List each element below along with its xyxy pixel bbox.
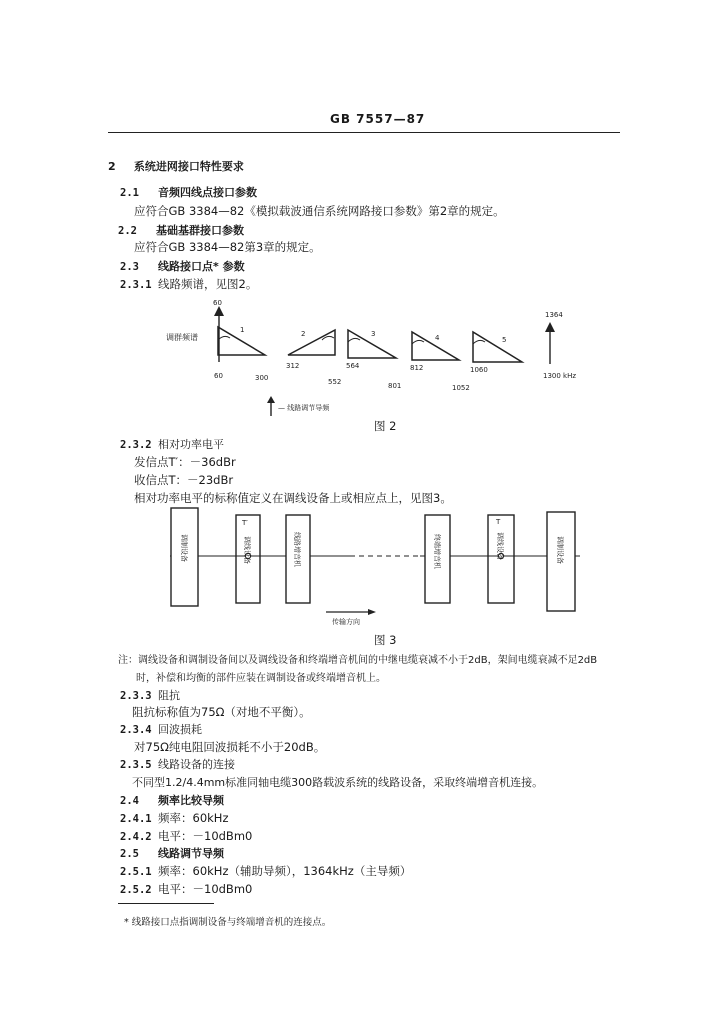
freq-label-1060: 1060 bbox=[470, 366, 488, 374]
section-title: 线路设备的连接 bbox=[158, 758, 235, 771]
section-number: 2.3.3 bbox=[120, 690, 152, 702]
section-title: 线路接口点* 参数 bbox=[158, 260, 245, 273]
figure-2-caption: 图 2 bbox=[374, 419, 397, 433]
box-label-line-repeater: 线路增音机 bbox=[293, 532, 301, 567]
section-2-1-text: 应符合GB 3384—82《模拟载波通信系统网路接口参数》第2章的规定。 bbox=[134, 204, 505, 218]
freq-label-564: 564 bbox=[346, 362, 360, 370]
section-2-3-2-line2: 收信点T：－23dBr bbox=[134, 473, 234, 487]
block-number-2: 2 bbox=[301, 330, 306, 338]
freq-label-1052: 1052 bbox=[452, 384, 470, 392]
spectrum-block-2 bbox=[288, 330, 335, 355]
figure-3-diagram bbox=[160, 506, 590, 628]
block-1-mark bbox=[218, 336, 230, 340]
freq-label-1364-top: 1364 bbox=[545, 311, 563, 319]
section-title: 系统进网接口特性要求 bbox=[133, 160, 244, 173]
section-number: 2 bbox=[108, 160, 116, 173]
section-number: 2.4.2 bbox=[120, 831, 152, 843]
section-2-heading bbox=[108, 158, 244, 174]
section-2-3-4-text: 对75Ω纯电阻回波损耗不小于20dB。 bbox=[134, 740, 326, 754]
section-2-5-1 bbox=[120, 863, 411, 879]
block-number-5: 5 bbox=[502, 336, 507, 344]
box-label-modulation-right: 调制设备 bbox=[556, 536, 564, 564]
section-2-3-1 bbox=[120, 276, 257, 292]
box-label-line-equipment-left: 调线设备 bbox=[243, 536, 251, 564]
footnote: * 线路接口点指调制设备与终端增音机的连接点。 bbox=[124, 917, 332, 928]
block-5-mark bbox=[473, 340, 485, 344]
direction-label: 传输方向 bbox=[332, 618, 360, 626]
section-title: 频率比较导频 bbox=[158, 794, 224, 807]
section-number: 2.3.4 bbox=[120, 724, 152, 736]
section-2-2-text: 应符合GB 3384—82第3章的规定。 bbox=[134, 240, 321, 254]
point-t-prime-label: T′ bbox=[242, 519, 248, 527]
section-number: 2.3 bbox=[120, 261, 139, 273]
box-label-terminal-repeater: 终端增音机 bbox=[433, 534, 441, 569]
section-2-2-heading bbox=[118, 222, 244, 238]
section-number: 2.2 bbox=[118, 225, 137, 237]
section-text: 频率：60kHz（辅助导频），1364kHz（主导频） bbox=[158, 864, 412, 878]
section-text: 线路频谱，见图2。 bbox=[158, 277, 258, 291]
header-rule bbox=[108, 132, 620, 133]
section-title: 回波损耗 bbox=[158, 723, 202, 736]
section-number: 2.4.1 bbox=[120, 813, 152, 825]
section-text: 电平：－10dBm0 bbox=[158, 829, 253, 843]
spectrum-block-5 bbox=[473, 332, 522, 362]
section-2-3-2-line1: 发信点T′：－36dBr bbox=[134, 455, 236, 469]
section-2-3-3-text: 阻抗标称值为75Ω（对地不平衡）。 bbox=[132, 705, 311, 719]
section-2-3-5-heading bbox=[120, 756, 235, 772]
figure-3-caption: 图 3 bbox=[374, 633, 397, 647]
section-title: 阻抗 bbox=[158, 689, 180, 702]
section-title: 基础基群接口参数 bbox=[156, 224, 244, 237]
section-2-3-heading bbox=[120, 258, 245, 274]
section-2-4-1 bbox=[120, 810, 228, 826]
section-2-3-2-heading bbox=[120, 436, 224, 452]
section-title: 音频四线点接口参数 bbox=[158, 186, 257, 199]
section-2-1-heading bbox=[120, 184, 257, 200]
direction-arrow-head bbox=[368, 609, 376, 615]
section-2-3-4-heading bbox=[120, 721, 202, 737]
section-2-4-heading bbox=[120, 792, 224, 808]
section-2-3-5-text: 不同型1.2/4.4mm标准同轴电缆300路载波系统的线路设备，采取终端增音机连接。 bbox=[132, 776, 544, 789]
legend-pilot-note: — 线路调节导频 bbox=[278, 404, 330, 412]
section-2-3-2-line3: 相对功率电平的标称值定义在调线设备上或相应点上，见图3。 bbox=[134, 491, 452, 505]
freq-label-60-top: 60 bbox=[213, 300, 222, 307]
pilot-60-arrow-head bbox=[214, 306, 224, 316]
section-2-5-2 bbox=[120, 881, 252, 897]
footnote-rule bbox=[118, 903, 214, 904]
block-4-mark bbox=[412, 340, 424, 344]
legend-pilot-arrow-head bbox=[267, 396, 275, 403]
block-number-1: 1 bbox=[240, 326, 245, 334]
section-title: 线路调节导频 bbox=[158, 847, 224, 860]
block-3-mark bbox=[348, 338, 360, 342]
section-number: 2.5.1 bbox=[120, 866, 152, 878]
spectrum-left-label: 调群频谱 bbox=[166, 333, 198, 342]
section-number: 2.3.1 bbox=[120, 279, 152, 291]
note-line-1: 注：调线设备和调制设备间以及调线设备和终端增音机间的中继电缆衰减不小于2dB，架间电缆衰减不足2dB bbox=[118, 655, 598, 666]
box-label-modulation-left: 调制设备 bbox=[180, 534, 188, 562]
section-2-5-heading bbox=[120, 845, 224, 861]
freq-label-300: 300 bbox=[255, 374, 269, 382]
section-2-4-2 bbox=[120, 828, 252, 844]
freq-label-801: 801 bbox=[388, 382, 402, 390]
section-number: 2.5 bbox=[120, 848, 139, 860]
block-number-3: 3 bbox=[371, 330, 376, 338]
section-number: 2.4 bbox=[120, 795, 139, 807]
block-2-mark bbox=[322, 336, 334, 340]
section-2-3-3-heading bbox=[120, 687, 180, 703]
section-number: 2.3.5 bbox=[120, 759, 152, 771]
box-label-line-equipment-right: 调线设备 bbox=[496, 532, 504, 560]
freq-label-552: 552 bbox=[328, 378, 342, 386]
doc-header: GB 7557—87 bbox=[330, 112, 426, 126]
section-number: 2.5.2 bbox=[120, 884, 152, 896]
note-line-2: 时，补偿和均衡的部件应装在调制设备或终端增音机上。 bbox=[136, 673, 386, 684]
section-text: 频率：60kHz bbox=[158, 811, 229, 825]
freq-label-812: 812 bbox=[410, 364, 424, 372]
pilot-1364-arrow-head bbox=[545, 322, 555, 332]
section-text: 电平：－10dBm0 bbox=[158, 882, 253, 896]
freq-label-312: 312 bbox=[286, 362, 300, 370]
section-title: 相对功率电平 bbox=[158, 438, 224, 451]
freq-label-1300: 1300 kHz bbox=[543, 372, 577, 380]
section-number: 2.3.2 bbox=[120, 439, 152, 451]
freq-label-60: 60 bbox=[214, 372, 223, 380]
section-number: 2.1 bbox=[120, 187, 139, 199]
block-number-4: 4 bbox=[435, 334, 440, 342]
point-t-label: T bbox=[496, 518, 501, 526]
